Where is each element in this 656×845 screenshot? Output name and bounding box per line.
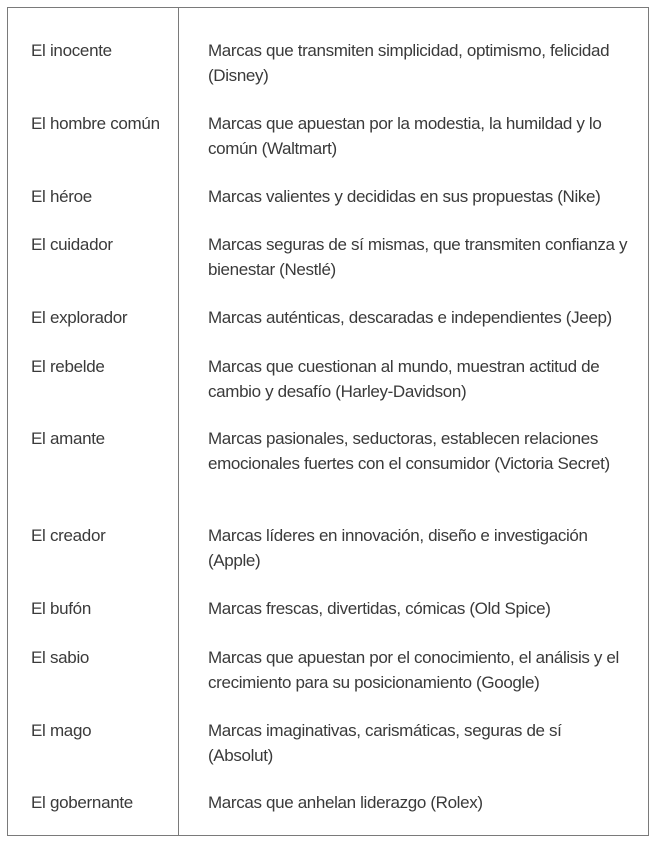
archetype-name: El bufón xyxy=(31,599,91,618)
archetype-name: El inocente xyxy=(31,41,112,60)
archetype-description: Marcas imaginativas, carismáticas, seguras de sí (Absolut) xyxy=(208,721,562,765)
archetype-description: Marcas que transmiten simplicidad, optimismo, felicidad (Disney) xyxy=(208,41,610,85)
archetype-description: Marcas que anhelan liderazgo (Rolex) xyxy=(208,793,483,812)
archetype-description: Marcas seguras de sí mismas, que transmiten confianza y bienestar (Nestlé) xyxy=(208,235,628,279)
archetype-description: Marcas valientes y decididas en sus propuestas (Nike) xyxy=(208,187,601,206)
archetype-name: El gobernante xyxy=(31,793,133,812)
archetype-description: Marcas auténticas, descaradas e independientes (Jeep) xyxy=(208,308,612,327)
archetype-description: Marcas pasionales, seductoras, establecen relaciones emocionales fuertes con el consumidor (Victoria Secret) xyxy=(208,429,610,473)
archetype-name: El sabio xyxy=(31,648,90,667)
archetype-name: El cuidador xyxy=(31,235,113,254)
archetype-name: El hombre común xyxy=(31,114,160,133)
archetype-name: El amante xyxy=(31,429,105,448)
archetype-description: Marcas líderes en innovación, diseño e investigación (Apple) xyxy=(208,526,588,570)
archetype-description: Marcas que apuestan por el conocimiento, el análisis y el crecimiento para su posicionamiento (Google) xyxy=(208,648,619,692)
archetype-description: Marcas que cuestionan al mundo, muestran actitud de cambio y desafío (Harley-Davidson) xyxy=(208,357,600,401)
column-divider xyxy=(178,7,179,836)
archetype-name: El héroe xyxy=(31,187,92,206)
archetype-name: El rebelde xyxy=(31,357,105,376)
archetype-description: Marcas frescas, divertidas, cómicas (Old Spice) xyxy=(208,599,551,618)
archetype-name: El mago xyxy=(31,721,92,740)
archetype-description: Marcas que apuestan por la modestia, la humildad y lo común (Waltmart) xyxy=(208,114,602,158)
archetype-name: El explorador xyxy=(31,308,128,327)
archetype-name: El creador xyxy=(31,526,106,545)
